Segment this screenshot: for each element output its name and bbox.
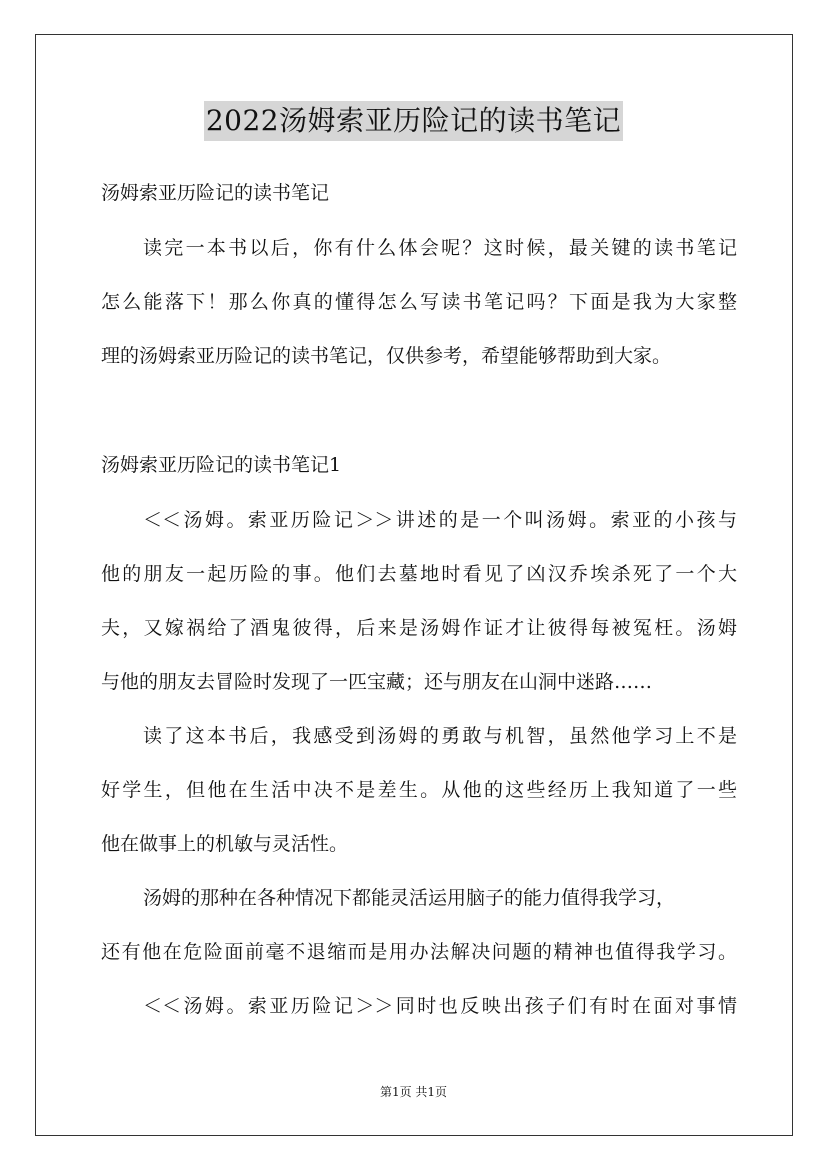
section-heading: 汤姆索亚历险记的读书笔记1 [101, 454, 342, 476]
paragraph-line: 还有他在危险面前毫不退缩而是用办法解决问题的精神也值得我学习。 [101, 941, 737, 963]
paragraph-line: ＜＜汤姆。索亚历险记＞＞同时也反映出孩子们有时在面对事情 [143, 995, 737, 1017]
paragraph-line: 怎么能落下！那么你真的懂得怎么写读书笔记吗？下面是我为大家整 [101, 291, 737, 313]
paragraph-line: 他的朋友一起历险的事。他们去墓地时看见了凶汉乔埃杀死了一个大 [101, 563, 737, 585]
paragraph-line: ＜＜汤姆。索亚历险记＞＞讲述的是一个叫汤姆。索亚的小孩与 [143, 509, 737, 531]
document-title: 2022汤姆索亚历险记的读书笔记 [204, 101, 623, 141]
paragraph-line: 读完一本书以后，你有什么体会呢？这时候，最关键的读书笔记 [143, 237, 737, 259]
paragraph-line: 与他的朋友去冒险时发现了一匹宝藏；还与朋友在山洞中迷路…… [101, 671, 653, 693]
title-container [0, 101, 827, 141]
paragraph-line: 夫，又嫁祸给了酒鬼彼得，后来是汤姆作证才让彼得每被冤枉。汤姆 [101, 617, 737, 639]
page-footer: 第1页 共1页 [379, 1085, 448, 1099]
paragraph-line: 他在做事上的机敏与灵活性。 [101, 833, 349, 855]
paragraph-line: 读了这本书后，我感受到汤姆的勇敢与机智，虽然他学习上不是 [143, 725, 737, 747]
paragraph-line: 好学生，但他在生活中决不是差生。从他的这些经历上我知道了一些 [101, 779, 737, 801]
paragraph-line: 汤姆的那种在各种情况下都能灵活运用脑子的能力值得我学习， [143, 887, 676, 909]
subtitle-line: 汤姆索亚历险记的读书笔记 [101, 182, 330, 204]
paragraph-line: 理的汤姆索亚历险记的读书笔记，仅供参考，希望能够帮助到大家。 [101, 345, 672, 367]
